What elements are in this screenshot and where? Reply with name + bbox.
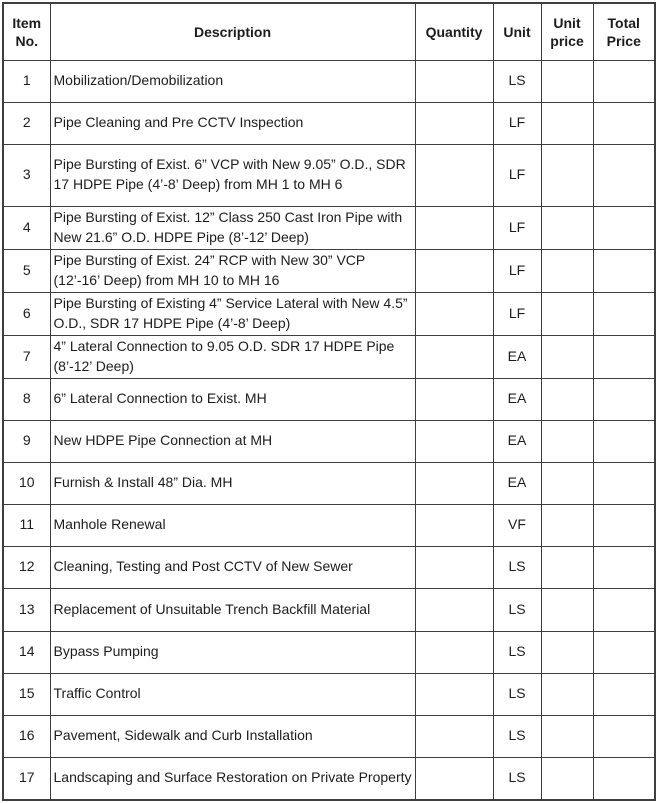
table-row xyxy=(3,249,655,292)
unit-price-cell xyxy=(541,546,593,588)
table-row xyxy=(3,420,655,462)
unit-cell: LS xyxy=(493,631,541,673)
quantity-cell xyxy=(415,462,493,504)
quantity-cell xyxy=(415,249,493,292)
table-row xyxy=(3,378,655,420)
description-cell: Mobilization/Demobilization xyxy=(50,60,415,102)
total-price-cell xyxy=(593,144,655,206)
item-no-cell: 14 xyxy=(3,631,50,673)
unit-price-cell xyxy=(541,504,593,546)
unit-cell: LS xyxy=(493,60,541,102)
unit-cell: LF xyxy=(493,292,541,335)
item-no-cell: 6 xyxy=(3,292,50,335)
unit-cell: LF xyxy=(493,206,541,249)
unit-price-cell xyxy=(541,206,593,249)
total-price-cell xyxy=(593,420,655,462)
description-cell: Pipe Cleaning and Pre CCTV Inspection xyxy=(50,102,415,144)
total-price-cell xyxy=(593,60,655,102)
table-row xyxy=(3,144,655,206)
quantity-cell xyxy=(415,631,493,673)
description-cell: Pavement, Sidewalk and Curb Installation xyxy=(50,715,415,757)
table-row xyxy=(3,673,655,715)
unit-price-cell xyxy=(541,673,593,715)
description-cell: New HDPE Pipe Connection at MH xyxy=(50,420,415,462)
quantity-cell xyxy=(415,335,493,378)
item-no-cell: 2 xyxy=(3,102,50,144)
item-no-cell: 8 xyxy=(3,378,50,420)
quantity-cell xyxy=(415,546,493,588)
table-row xyxy=(3,462,655,504)
total-price-cell xyxy=(593,462,655,504)
unit-cell: LS xyxy=(493,546,541,588)
item-no-cell: 17 xyxy=(3,757,50,800)
description-cell: Bypass Pumping xyxy=(50,631,415,673)
item-no-cell: 10 xyxy=(3,462,50,504)
item-no-cell: 5 xyxy=(3,249,50,292)
description-cell: Landscaping and Surface Restoration on Private Property xyxy=(50,757,415,800)
description-cell: Cleaning, Testing and Post CCTV of New Sewer xyxy=(50,546,415,588)
item-no-cell: 12 xyxy=(3,546,50,588)
quantity-cell xyxy=(415,420,493,462)
item-no-cell: 4 xyxy=(3,206,50,249)
total-price-cell xyxy=(593,588,655,631)
quantity-cell xyxy=(415,504,493,546)
item-no-cell: 9 xyxy=(3,420,50,462)
unit-cell: EA xyxy=(493,462,541,504)
unit-price-cell xyxy=(541,335,593,378)
quantity-cell xyxy=(415,292,493,335)
quantity-cell xyxy=(415,757,493,800)
unit-price-cell xyxy=(541,420,593,462)
description-cell: Traffic Control xyxy=(50,673,415,715)
col-header-description: Description xyxy=(50,3,415,60)
unit-price-cell xyxy=(541,378,593,420)
total-price-cell xyxy=(593,292,655,335)
table-row xyxy=(3,588,655,631)
quantity-cell xyxy=(415,144,493,206)
col-header-unit-price: Unit price xyxy=(541,3,593,60)
quantity-cell xyxy=(415,588,493,631)
total-price-cell xyxy=(593,546,655,588)
description-cell: Replacement of Unsuitable Trench Backfill Material xyxy=(50,588,415,631)
total-price-cell xyxy=(593,631,655,673)
total-price-cell xyxy=(593,102,655,144)
total-price-cell xyxy=(593,504,655,546)
total-price-cell xyxy=(593,378,655,420)
unit-cell: LF xyxy=(493,249,541,292)
description-cell: Pipe Bursting of Exist. 12” Class 250 Cast Iron Pipe with New 21.6” O.D. HDPE Pipe (8’-12’ Deep) xyxy=(50,206,415,249)
col-header-unit: Unit xyxy=(493,3,541,60)
description-cell: 6” Lateral Connection to Exist. MH xyxy=(50,378,415,420)
item-no-cell: 13 xyxy=(3,588,50,631)
unit-cell: LS xyxy=(493,673,541,715)
quantity-cell xyxy=(415,378,493,420)
unit-cell: LS xyxy=(493,588,541,631)
table-row xyxy=(3,102,655,144)
item-no-cell: 16 xyxy=(3,715,50,757)
unit-price-cell xyxy=(541,757,593,800)
item-no-cell: 11 xyxy=(3,504,50,546)
description-cell: Manhole Renewal xyxy=(50,504,415,546)
unit-price-cell xyxy=(541,144,593,206)
header-row xyxy=(3,3,655,60)
total-price-cell xyxy=(593,757,655,800)
unit-cell: VF xyxy=(493,504,541,546)
unit-cell: LF xyxy=(493,144,541,206)
col-header-quantity: Quantity xyxy=(415,3,493,60)
description-cell: Pipe Bursting of Exist. 24” RCP with New 30” VCP (12’-16’ Deep) from MH 10 to MH 16 xyxy=(50,249,415,292)
description-cell: Pipe Bursting of Exist. 6” VCP with New 9.05” O.D., SDR 17 HDPE Pipe (4’-8’ Deep) from MH 1 to MH 6 xyxy=(50,144,415,206)
table-row xyxy=(3,504,655,546)
item-no-cell: 15 xyxy=(3,673,50,715)
table-row xyxy=(3,335,655,378)
unit-price-cell xyxy=(541,60,593,102)
bid-schedule-table xyxy=(2,2,656,801)
quantity-cell xyxy=(415,715,493,757)
unit-cell: EA xyxy=(493,378,541,420)
description-cell: Pipe Bursting of Existing 4” Service Lateral with New 4.5” O.D., SDR 17 HDPE Pipe (4’-8’ Deep) xyxy=(50,292,415,335)
unit-cell: EA xyxy=(493,335,541,378)
item-no-cell: 3 xyxy=(3,144,50,206)
unit-price-cell xyxy=(541,462,593,504)
total-price-cell xyxy=(593,715,655,757)
table-row xyxy=(3,715,655,757)
unit-price-cell xyxy=(541,292,593,335)
description-cell: 4” Lateral Connection to 9.05 O.D. SDR 17 HDPE Pipe (8’-12’ Deep) xyxy=(50,335,415,378)
total-price-cell xyxy=(593,335,655,378)
quantity-cell xyxy=(415,673,493,715)
table-row xyxy=(3,206,655,249)
unit-price-cell xyxy=(541,249,593,292)
unit-cell: LS xyxy=(493,715,541,757)
total-price-cell xyxy=(593,673,655,715)
item-no-cell: 7 xyxy=(3,335,50,378)
quantity-cell xyxy=(415,102,493,144)
description-cell: Furnish & Install 48” Dia. MH xyxy=(50,462,415,504)
col-header-item-no: Item No. xyxy=(3,3,50,60)
unit-price-cell xyxy=(541,102,593,144)
unit-cell: LS xyxy=(493,757,541,800)
item-no-cell: 1 xyxy=(3,60,50,102)
unit-price-cell xyxy=(541,631,593,673)
quantity-cell xyxy=(415,206,493,249)
quantity-cell xyxy=(415,60,493,102)
total-price-cell xyxy=(593,249,655,292)
table-row xyxy=(3,757,655,800)
total-price-cell xyxy=(593,206,655,249)
table-row xyxy=(3,546,655,588)
table-row xyxy=(3,292,655,335)
unit-cell: EA xyxy=(493,420,541,462)
unit-cell: LF xyxy=(493,102,541,144)
col-header-total-price: Total Price xyxy=(593,3,655,60)
table-row xyxy=(3,631,655,673)
table-row xyxy=(3,60,655,102)
unit-price-cell xyxy=(541,715,593,757)
unit-price-cell xyxy=(541,588,593,631)
